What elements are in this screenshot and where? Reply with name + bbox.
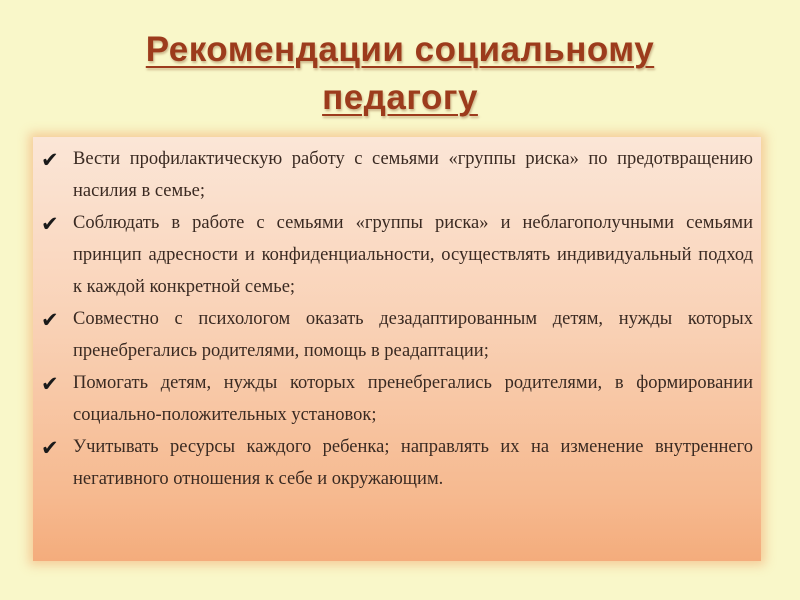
slide-title — [40, 26, 760, 122]
list-item — [39, 367, 753, 431]
recommendations-box — [33, 137, 761, 561]
list-item — [39, 207, 753, 303]
list-item-text: Совместно с психологом оказать дезадаптированным детям, нужды которых пренебрегались родителями, помощь в реадаптации; — [73, 309, 753, 361]
check-icon: ✔ — [41, 436, 59, 460]
check-icon: ✔ — [41, 212, 59, 236]
list-item — [39, 143, 753, 207]
check-icon: ✔ — [41, 372, 59, 396]
check-icon: ✔ — [41, 308, 59, 332]
slide-title-line2: педагогу — [322, 78, 478, 117]
slide-title-line1: Рекомендации социальному — [145, 30, 655, 69]
check-icon: ✔ — [41, 148, 59, 172]
recommendations-list — [39, 143, 753, 495]
list-item-text: Учитывать ресурсы каждого ребенка; направлять их на изменение внутреннего негативного отношения к себе и окружающим. — [73, 437, 753, 489]
list-item-text: Помогать детям, нужды которых пренебрегались родителями, в формировании социально-положительных установок; — [73, 373, 753, 425]
list-item-text: Соблюдать в работе с семьями «группы риска» и неблагополучными семьями принцип адресности и конфиденциальности, осуществлять индивидуальный подход к каждой конкретной семье; — [73, 213, 753, 297]
list-item-text: Вести профилактическую работу с семьями «группы риска» по предотвращению насилия в семье; — [73, 149, 753, 201]
list-item — [39, 303, 753, 367]
list-item — [39, 431, 753, 495]
